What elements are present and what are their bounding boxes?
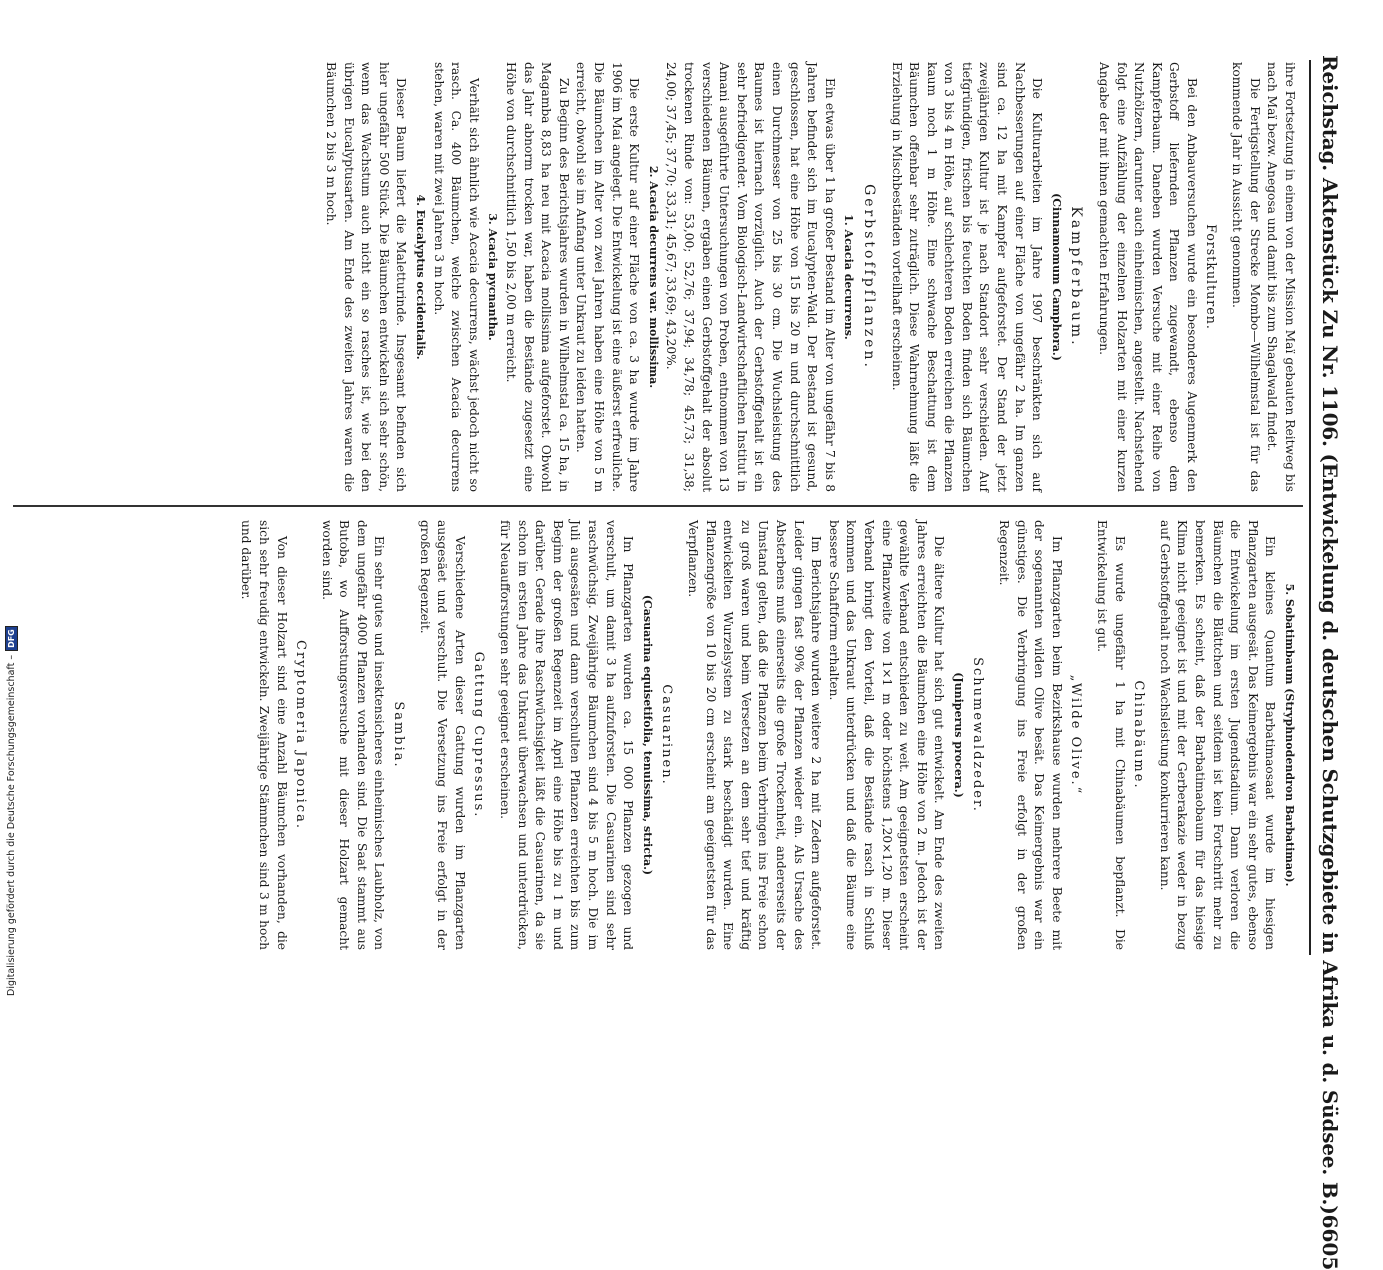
paragraph: Zu Beginn des Berichtsjahres wurden in Wilhelmstal ca. 15 ha, in Magamba 8,83 ha neu mit Acacia mollissima aufgeforstet. Obwohl das Jahr abnorm trocken war, haben die Bestände zugesetzt eine Höhe von durchschnittlich 1,50 bis 2,00 m erreicht.: [504, 62, 571, 492]
paragraph: Bei den Anbauversuchen wurde ein besonderes Augenmerk den Gerbstoff liefernden Pflanzen zugewandt, ebenso dem Kampferbaum. Daneben wurden Versuche mit einer Reihe von Nutzhölzern, darunter auch einheimischen, angestellt. Nachstehend folgt eine Aufzählung der einzelnen Holzarten mit einer kurzen Angabe der mit ihnen gemachten Erfahrungen.: [1097, 62, 1200, 492]
header-rule: [1309, 60, 1311, 955]
section-heading: Gattung Cupressus.: [471, 651, 487, 819]
page-number: 6605: [1318, 1214, 1342, 1270]
section-subheading: 2. Acacia decurrens var. mollissima.: [646, 165, 660, 389]
section-heading: Casuarinen.: [659, 684, 675, 786]
page-header-title: Reichstag. Aktenstück Zu Nr. 1106. (Entwickelung d. deutschen Schutzgebiete in Afrika u. d. Südsee. B.): [1318, 55, 1342, 1215]
section-subheading: 3. Acacia pycnantha.: [486, 213, 500, 341]
digitization-credit-line: [4, 606, 18, 996]
column-divider: [13, 505, 1303, 507]
paragraph: Im Pflanzgarten beim Bezirkshause wurden mehrere Beete mit der sogenannten wilden Olive besät. Das Keimergebnis war ein günstiges. Die Verbringung ins Freie erfolgt in der großen Regenzeit.: [997, 520, 1064, 950]
credit-text: Digitalisierung gefördert durch die Deutsche Forschungsgemeinschaft –: [5, 654, 17, 996]
section-heading: Cryptomeria Japonica.: [293, 640, 309, 830]
section-subheading: 5. Sobatimbaum (Stryphnodendron Barbatimao).: [1283, 583, 1296, 887]
paragraph: Ein kleines Quantum Barbatimaosaat wurde im hiesigen Pflanzgarten ausgesät. Das Keimergebnis war ein sehr gutes, ebenso die Entwickelung im ersten Jugendstadium. Dann verloren die Bäumchen die Blättchen und seitdem ist kein Fortschritt mehr zu bemerken. Es scheint, daß der Barbatimaobaum für das hiesige Klima nicht geeignet ist und mit der Gerberakazie weder in bezug auf Gerbstoffgehalt noch Wachsleistung konkurrieren kann.: [1157, 520, 1278, 950]
section-subheading: 1. Acacia decurrens.: [842, 214, 856, 340]
section-heading: Chinabäume.: [1131, 680, 1147, 790]
left-column: [8, 62, 1298, 492]
page-header: [1315, 55, 1345, 1270]
section-heading: Forstkulturen.: [1203, 224, 1219, 330]
paragraph: Ein etwas über 1 ha großer Bestand im Alter von ungefähr 7 bis 8 Jahren befindet sich im Eucalypten-Wald. Der Bestand ist gesund, geschlossen, hat eine Höhe von 15 bis 20 m und durchschnittlich einen Durchmesser von 25 bis 30 cm. Die Wuchsleistung des Baumes ist hiernach vorzüglich. Auch der Gerbstoffgehalt ist ein sehr befriedigender. Vom Biologisch-Landwirtschaftlichen Institut in Amani ausgeführte Untersuchungen von Proben, entnommen von 13 verschiedenen Bäumen, ergaben einen Gerbstoffgehalt der absolut trockenen Rinde von: 53,00; 52,76; 37,94; 34,78; 45,73; 31,38; 24,00; 37,45; 37,70; 33,31; 45,67; 33,69; 43,20%.: [664, 62, 837, 492]
paragraph: Im Berichtsjahre wurden weitere 2 ha mit Zedern aufgeforstet. Leider gingen fast 90% der Pflanzen wieder ein. Als Ursache des Absterbens muß einerseits die große Trockenheit, andererseits der Umstand gelten, daß die Pflanzen beim Verbringen ins Freie schon zu groß waren und beim Versetzen an dem sehr tief und kräftig entwickelten Wurzelsystem zu stark beschädigt wurden. Eine Pflanzengröße von 10 bis 20 cm erscheint am geeignetsten für das Verpflanzen.: [686, 520, 824, 950]
paragraph: Ein sehr gutes und insektensicheres einheimisches Laubholz, von dem ungefähr 4000 Pflanzen vorhanden sind. Die Saat stammt aus Butoba, wo Aufforstungsversuche mit dieser Holzart gemacht worden sind.: [319, 520, 387, 950]
section-heading: „Wilde Olive.“: [1068, 674, 1084, 796]
paragraph: Die Kulturarbeiten im Jahre 1907 beschränkten sich auf Nachbesserungen auf einer Fläche von ungefähr 2 ha. Im ganzen sind ca. 12 ha mit Kampfer aufgeforstet. Der Stand der jetzt zweijährigen Kultur ist je nach Standort sehr verschieden. Auf tiefgründigen, frischen bis feuchten Boden finden sich Bäumchen von 3 bis 4 m Höhe, auf schlechteren Boden erreichen die Pflanzen kaum noch 1 m Höhe. Eine schwache Beschattung ist dem Bäumchen offenbar sehr zuträglich. Diese Wahrnehmung läßt die Erziehung in Mischbeständen vorteilhaft erscheinen.: [889, 62, 1045, 492]
section-subheading: 4. Eucalyptus occidentalis.: [414, 194, 428, 360]
paragraph: Verschiedene Arten dieser Gattung wurden im Pflanzgarten ausgesäet und verschult. Die Versetzung ins Freie erfolgt in der großen Regenzeit.: [417, 520, 467, 950]
paragraph: Es wurde ungefähr 1 ha mit Chinabäumen bepflanzt. Die Entwickelung ist gut.: [1095, 520, 1127, 950]
paragraph: Verhält sich ähnlich wie Acacia decurrens, wächst jedoch nicht so rasch. Ca. 400 Bäumchen, welche zwischen Acacia decurrens stehen, waren mit zwei Jahren 3 m hoch.: [431, 62, 481, 492]
paragraph: Die erste Kultur auf einer Fläche von ca. 3 ha wurde im Jahre 1906 im Mai angelegt. Die Entwickelung ist eine äußerst erfreuliche. Die Bäumchen im Alter von zwei Jahren haben eine Höhe von 5 m erreicht, obwohl sie im Anfang unter Unkraut zu leiden hatten.: [574, 62, 642, 492]
dfg-logo: DFG: [5, 626, 18, 651]
section-heading: Gerbstoffpflanzen.: [860, 184, 877, 370]
paragraph: Die Fertigstellung der Strecke Mombo—Wilhelmstal ist für das kommende Jahr in Aussicht genommen.: [1230, 62, 1262, 492]
section-heading: Sambia.: [391, 701, 407, 769]
paragraph: ihre Fortsetzung in einem von der Mission Maï gebauten Reitweg bis nach Maï bezw. Anegosa und damit bis zum Shagalwald findet.: [1265, 62, 1297, 492]
section-subheading: (Juniperus procera.): [951, 672, 965, 798]
right-column: [8, 520, 1298, 950]
paragraph: Die ältere Kultur hat sich gut entwickelt. Am Ende des zweiten Jahres erreichten die Bäumchen eine Höhe von 2 m. Jedoch ist der gewählte Verband entschieden zu weit. Am geeignetsten erscheint eine Pflanzweite von 1×1 m oder höchstens 1,20×1,20 m. Dieser Verband bringt den Vorteil, daß die Bestände rasch in Schluß kommen und das Unkraut unterdrücken und daß die Bäume eine bessere Schaftform erhalten.: [826, 520, 947, 950]
paragraph: Im Pflanzgarten wurden ca. 15 000 Pflanzen gezogen und verschult, um damit 3 ha aufzuforsten. Die Casuarinen sind sehr raschwüchsig. Zweijährige Bäumchen sind 4 bis 5 m hoch. Die im Juli ausgesäten und dann verschulten Pflanzen erreichten bis zum Beginn der großen Regenzeit im April eine Höhe bis zu 1 m und darüber. Gerade ihre Raschwüchsigkeit läßt die Casuarinen, da sie schon im ersten Jahre das Unkraut überwachsen und unterdrücken, für Neuaufforstungen sehr geeignet erscheinen.: [498, 520, 636, 950]
digitization-credit: [4, 606, 18, 996]
section-heading: Schumewaldzeder.: [970, 657, 986, 813]
section-heading: Kampferbaum.: [1068, 206, 1085, 348]
paragraph: Von dieser Holzart sind eine Anzahl Bäumchen vorhanden, die sich sehr freudig entwickeln. Zweijährige Stämmchen sind 3 m hoch und darüber.: [239, 520, 289, 950]
section-subheading: (Casuarina equisetifolia, tenuissima, stricta.): [640, 594, 654, 876]
paragraph: Dieser Baum liefert die Maletturinde. Insgesamt befinden sich hier ungefähr 500 Stück. Die Bäumchen entwickeln sich sehr schön, wenn das Wachstum auch nicht ein so rasches ist, wie bei den übrigen Eucalyptusarten. Am Ende des zweiten Jahres waren die Bäumchen 2 bis 3 m hoch.: [324, 62, 409, 492]
section-subheading: (Cinnamomum Camphora.): [1049, 193, 1063, 361]
